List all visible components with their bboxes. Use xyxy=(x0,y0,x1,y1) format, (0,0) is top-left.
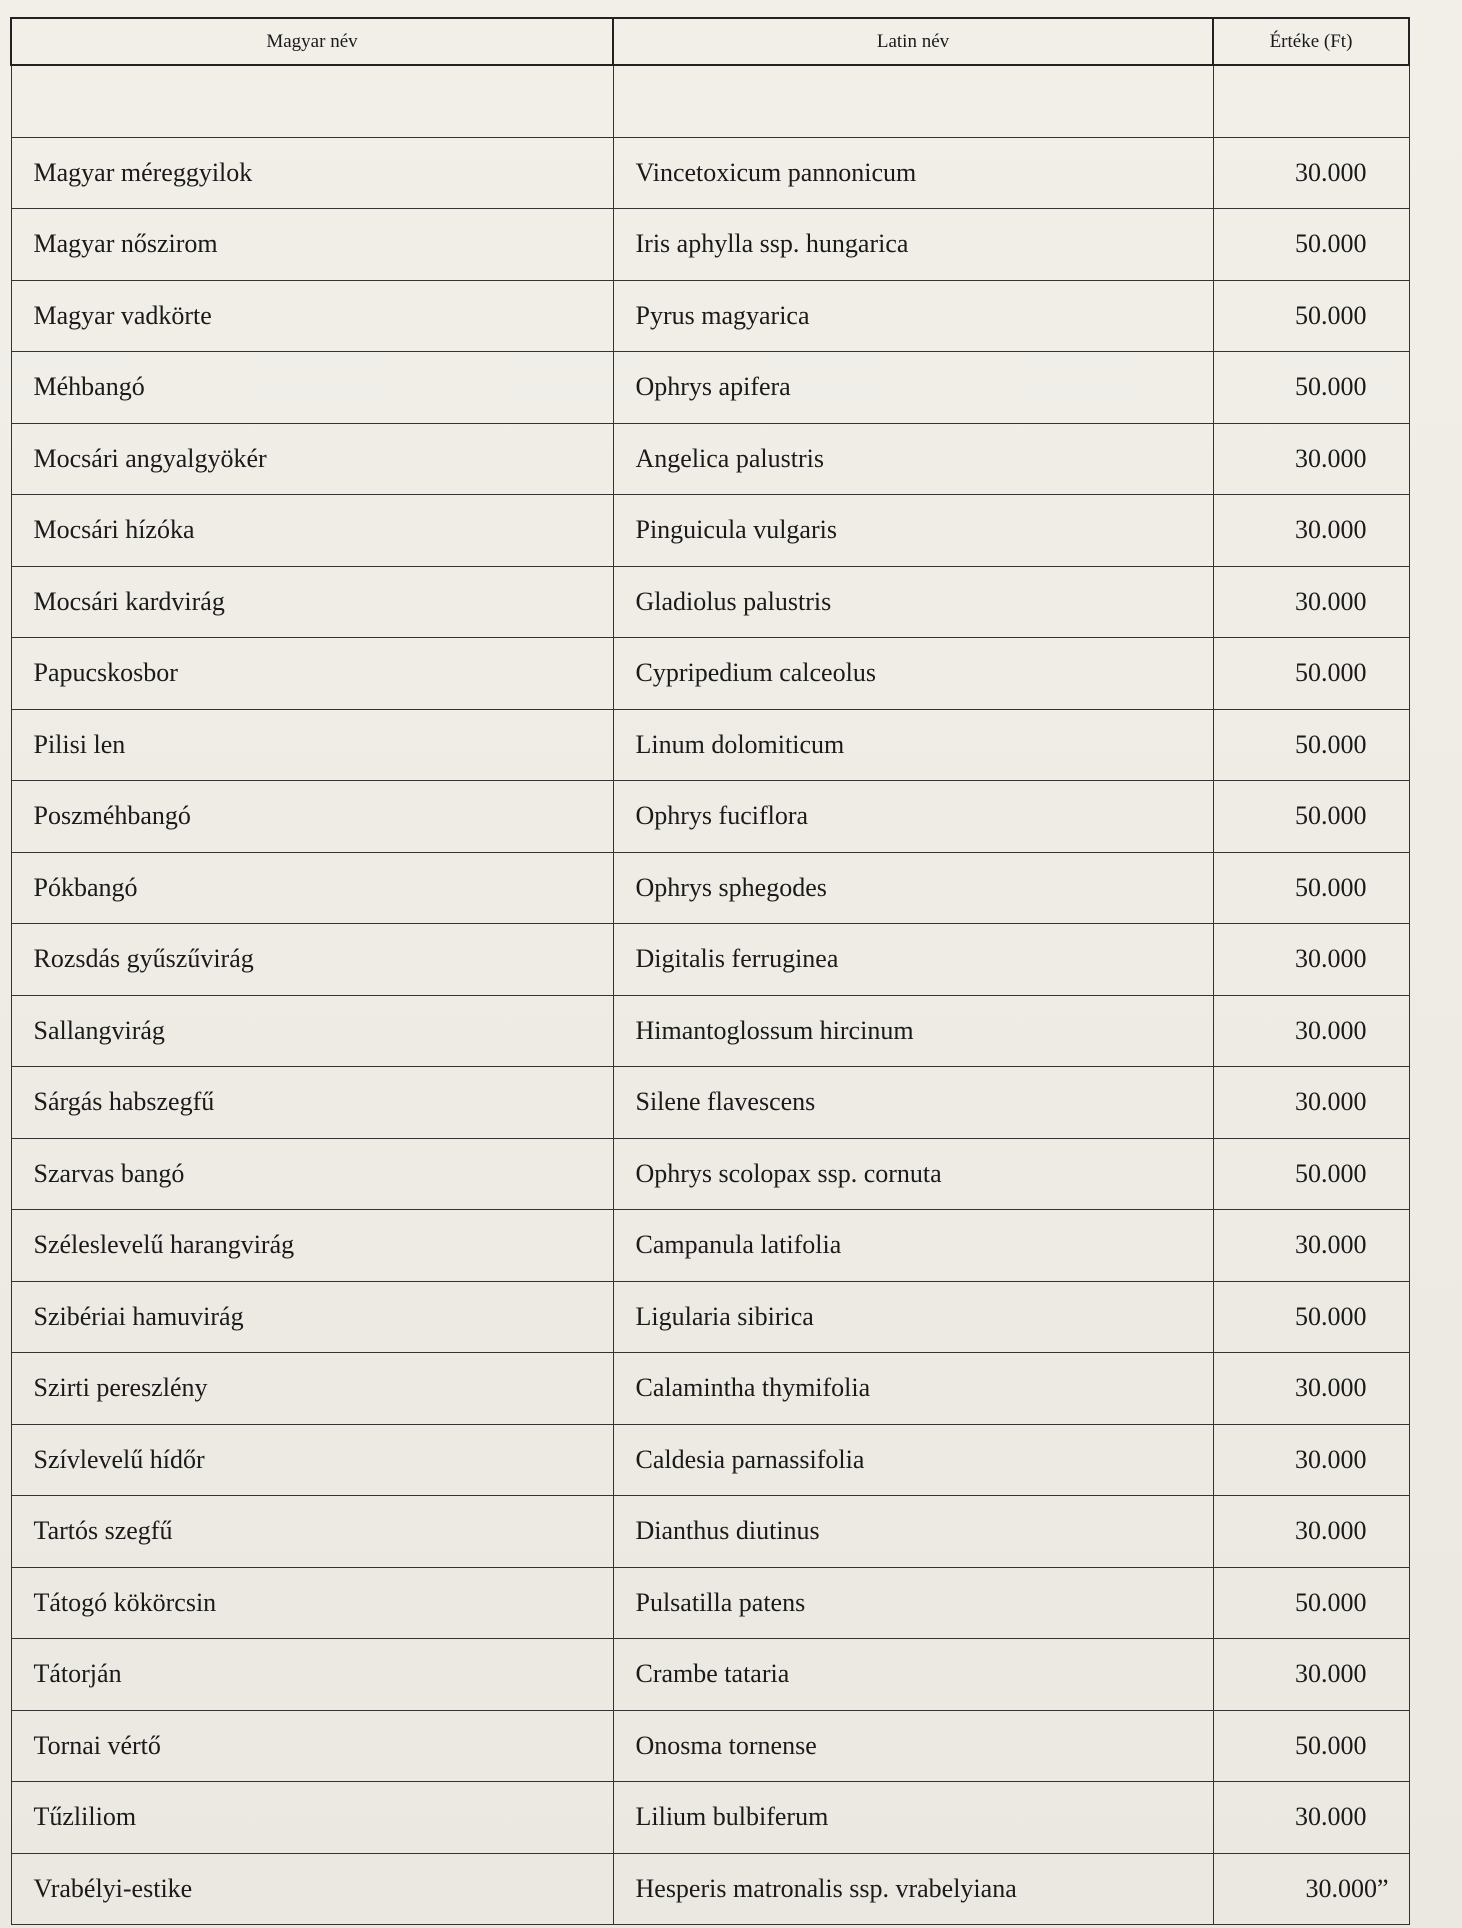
table-row xyxy=(11,280,1409,352)
value-cell: 30.000 xyxy=(1213,1353,1409,1425)
table-row xyxy=(11,1782,1409,1854)
table-row xyxy=(11,1853,1409,1925)
table-row xyxy=(11,1567,1409,1639)
hungarian-name-cell: Pókbangó xyxy=(11,852,613,924)
latin-name-cell: Hesperis matronalis ssp. vrabelyiana xyxy=(613,1853,1213,1925)
header-gap-row xyxy=(11,65,1409,137)
hungarian-name-cell: Rozsdás gyűszűvirág xyxy=(11,924,613,996)
latin-name-cell: Onosma tornense xyxy=(613,1710,1213,1782)
table-row xyxy=(11,638,1409,710)
latin-name-cell: Ophrys apifera xyxy=(613,352,1213,424)
value-cell: 30.000 xyxy=(1213,423,1409,495)
hungarian-name-cell: Szarvas bangó xyxy=(11,1138,613,1210)
hungarian-name-cell: Magyar vadkörte xyxy=(11,280,613,352)
hungarian-name-cell: Tátorján xyxy=(11,1639,613,1711)
table-row xyxy=(11,137,1409,209)
table-row xyxy=(11,495,1409,567)
value-cell: 50.000 xyxy=(1213,852,1409,924)
hungarian-name-cell: Tűzliliom xyxy=(11,1782,613,1854)
hungarian-name-cell: Magyar nőszirom xyxy=(11,209,613,281)
table-row xyxy=(11,1281,1409,1353)
table-row xyxy=(11,352,1409,424)
value-cell: 30.000 xyxy=(1213,1496,1409,1568)
table-row xyxy=(11,1424,1409,1496)
value-cell: 30.000 xyxy=(1213,995,1409,1067)
table-row xyxy=(11,995,1409,1067)
value-cell: 30.000 xyxy=(1213,137,1409,209)
gap-cell xyxy=(11,65,613,137)
latin-name-cell: Campanula latifolia xyxy=(613,1210,1213,1282)
latin-name-cell: Pulsatilla patens xyxy=(613,1567,1213,1639)
value-cell: 30.000 xyxy=(1213,495,1409,567)
header-latin-name: Latin név xyxy=(613,18,1213,65)
gap-cell xyxy=(613,65,1213,137)
latin-name-cell: Pinguicula vulgaris xyxy=(613,495,1213,567)
value-cell: 30.000 xyxy=(1213,924,1409,996)
table-row xyxy=(11,566,1409,638)
hungarian-name-cell: Tartós szegfű xyxy=(11,1496,613,1568)
latin-name-cell: Ligularia sibirica xyxy=(613,1281,1213,1353)
hungarian-name-cell: Magyar méreggyilok xyxy=(11,137,613,209)
hungarian-name-cell: Tornai vértő xyxy=(11,1710,613,1782)
hungarian-name-cell: Pilisi len xyxy=(11,709,613,781)
header-row xyxy=(11,18,1409,65)
latin-name-cell: Ophrys fuciflora xyxy=(613,781,1213,853)
latin-name-cell: Ophrys sphegodes xyxy=(613,852,1213,924)
value-cell: 50.000 xyxy=(1213,1281,1409,1353)
latin-name-cell: Calamintha thymifolia xyxy=(613,1353,1213,1425)
latin-name-cell: Dianthus diutinus xyxy=(613,1496,1213,1568)
latin-name-cell: Caldesia parnassifolia xyxy=(613,1424,1213,1496)
latin-name-cell: Iris aphylla ssp. hungarica xyxy=(613,209,1213,281)
hungarian-name-cell: Vrabélyi-estike xyxy=(11,1853,613,1925)
value-cell: 50.000 xyxy=(1213,638,1409,710)
value-cell: 50.000 xyxy=(1213,209,1409,281)
table-body xyxy=(11,65,1409,1925)
hungarian-name-cell: Mocsári hízóka xyxy=(11,495,613,567)
value-cell: 30.000” xyxy=(1213,1853,1409,1925)
table-row xyxy=(11,209,1409,281)
table-row xyxy=(11,781,1409,853)
hungarian-name-cell: Mocsári angyalgyökér xyxy=(11,423,613,495)
table-row xyxy=(11,1210,1409,1282)
table-row xyxy=(11,924,1409,996)
value-cell: 50.000 xyxy=(1213,1567,1409,1639)
value-cell: 30.000 xyxy=(1213,1424,1409,1496)
latin-name-cell: Ophrys scolopax ssp. cornuta xyxy=(613,1138,1213,1210)
latin-name-cell: Digitalis ferruginea xyxy=(613,924,1213,996)
value-cell: 30.000 xyxy=(1213,1782,1409,1854)
hungarian-name-cell: Sallangvirág xyxy=(11,995,613,1067)
table-header xyxy=(11,18,1409,65)
value-cell: 30.000 xyxy=(1213,1067,1409,1139)
value-cell: 30.000 xyxy=(1213,1639,1409,1711)
latin-name-cell: Linum dolomiticum xyxy=(613,709,1213,781)
table-row xyxy=(11,1067,1409,1139)
latin-name-cell: Gladiolus palustris xyxy=(613,566,1213,638)
table-row xyxy=(11,423,1409,495)
hungarian-name-cell: Szirti pereszlény xyxy=(11,1353,613,1425)
value-cell: 30.000 xyxy=(1213,566,1409,638)
hungarian-name-cell: Papucskosbor xyxy=(11,638,613,710)
hungarian-name-cell: Tátogó kökörcsin xyxy=(11,1567,613,1639)
value-cell: 50.000 xyxy=(1213,1138,1409,1210)
value-cell: 30.000 xyxy=(1213,1210,1409,1282)
table-row xyxy=(11,1710,1409,1782)
latin-name-cell: Himantoglossum hircinum xyxy=(613,995,1213,1067)
latin-name-cell: Crambe tataria xyxy=(613,1639,1213,1711)
latin-name-cell: Angelica palustris xyxy=(613,423,1213,495)
header-value: Értéke (Ft) xyxy=(1213,18,1409,65)
hungarian-name-cell: Mocsári kardvirág xyxy=(11,566,613,638)
value-cell: 50.000 xyxy=(1213,280,1409,352)
latin-name-cell: Cypripedium calceolus xyxy=(613,638,1213,710)
table-row xyxy=(11,709,1409,781)
protected-plants-table xyxy=(10,17,1410,1925)
gap-cell xyxy=(1213,65,1409,137)
table-row xyxy=(11,1496,1409,1568)
table-row xyxy=(11,852,1409,924)
table-row xyxy=(11,1353,1409,1425)
table-row xyxy=(11,1639,1409,1711)
hungarian-name-cell: Szívlevelű hídőr xyxy=(11,1424,613,1496)
value-cell: 50.000 xyxy=(1213,781,1409,853)
header-hungarian-name: Magyar név xyxy=(11,18,613,65)
latin-name-cell: Lilium bulbiferum xyxy=(613,1782,1213,1854)
hungarian-name-cell: Méhbangó xyxy=(11,352,613,424)
latin-name-cell: Silene flavescens xyxy=(613,1067,1213,1139)
value-cell: 50.000 xyxy=(1213,1710,1409,1782)
value-cell: 50.000 xyxy=(1213,352,1409,424)
hungarian-name-cell: Sárgás habszegfű xyxy=(11,1067,613,1139)
hungarian-name-cell: Poszméhbangó xyxy=(11,781,613,853)
value-cell: 50.000 xyxy=(1213,709,1409,781)
table-row xyxy=(11,1138,1409,1210)
hungarian-name-cell: Szibériai hamuvirág xyxy=(11,1281,613,1353)
latin-name-cell: Pyrus magyarica xyxy=(613,280,1213,352)
latin-name-cell: Vincetoxicum pannonicum xyxy=(613,137,1213,209)
hungarian-name-cell: Széleslevelű harangvirág xyxy=(11,1210,613,1282)
